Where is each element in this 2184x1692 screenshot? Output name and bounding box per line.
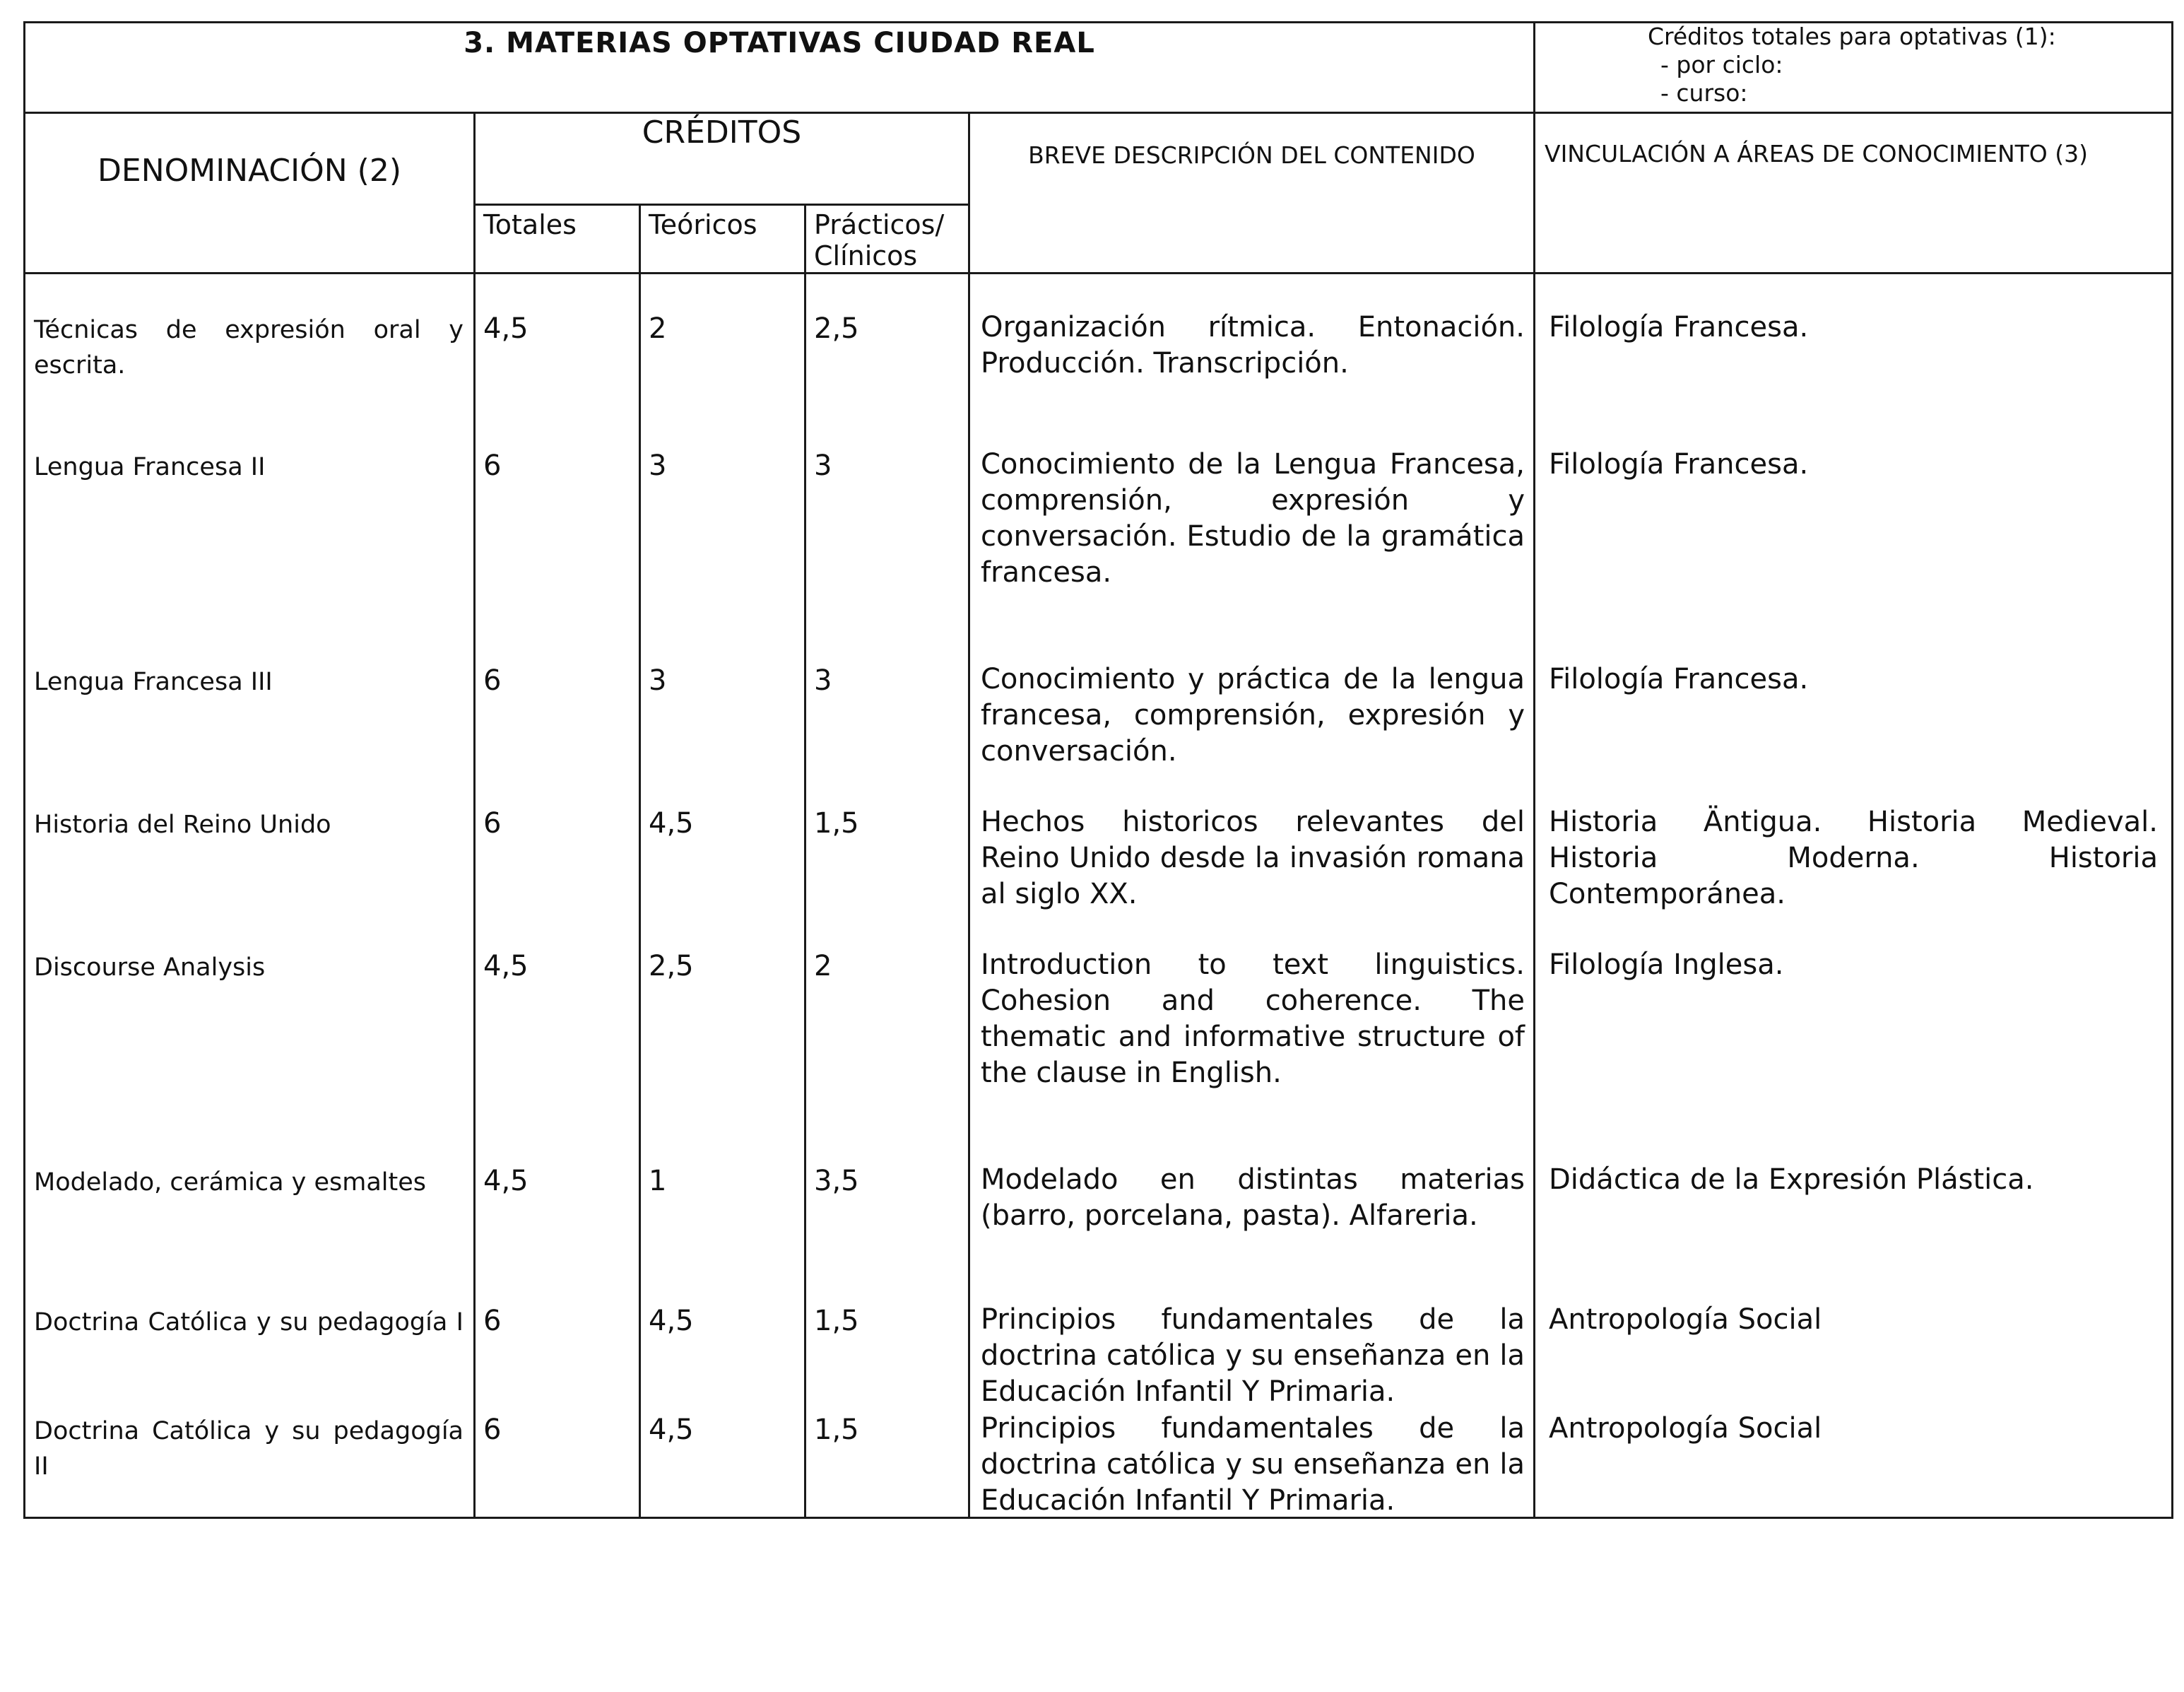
cell-practicos: 1,5 — [814, 1305, 859, 1337]
cell-totales: 4,5 — [483, 312, 529, 345]
cell-totales: 6 — [483, 1305, 502, 1337]
rule — [23, 272, 2173, 274]
cell-descripcion: Conocimiento de la Lengua Francesa, comprensión, expresión y conversación. Estudio de la gramática francesa. — [981, 448, 1525, 589]
cell-totales: 6 — [483, 664, 502, 697]
cell-descripcion: Principios fundamentales de la doctrina católica y su enseñanza en la Educación Infantil Y Primaria. — [981, 1412, 1525, 1517]
cell-practicos: 1,5 — [814, 807, 859, 840]
cell-descripcion: Conocimiento y práctica de la lengua francesa, comprensión, expresión y conversación. — [981, 663, 1525, 768]
cell-vinculacion: Filología Inglesa. — [1549, 948, 1784, 981]
credits-por-ciclo: - por ciclo: — [1660, 51, 1783, 78]
cell-vinculacion: Antropología Social — [1549, 1412, 1822, 1445]
cell-denominacion: Lengua Francesa II — [34, 453, 266, 481]
cell-descripcion: Modelado en distintas materias (barro, porcelana, pasta). Alfareria. — [981, 1163, 1525, 1232]
rule — [804, 204, 806, 1519]
cell-totales: 4,5 — [483, 950, 529, 982]
cell-totales: 6 — [483, 807, 502, 840]
cell-practicos: 1,5 — [814, 1414, 859, 1446]
cell-teoricos: 4,5 — [649, 1414, 694, 1446]
header-totales: Totales — [483, 209, 577, 240]
rule — [473, 112, 476, 1519]
cell-denominacion: Historia del Reino Unido — [34, 811, 331, 839]
header-teoricos: Teóricos — [649, 209, 757, 240]
cell-totales: 6 — [483, 450, 502, 482]
cell-practicos: 3 — [814, 664, 832, 697]
cell-denominacion: Lengua Francesa III — [34, 668, 273, 696]
rule — [968, 112, 970, 1519]
cell-teoricos: 3 — [649, 450, 667, 482]
header-creditos: CRÉDITOS — [642, 114, 802, 151]
rule — [2171, 21, 2173, 1519]
cell-denominacion: Doctrina Católica y su pedagogía I — [34, 1308, 464, 1336]
cell-practicos: 2 — [814, 950, 832, 982]
cell-totales: 6 — [483, 1414, 502, 1446]
cell-vinculacion: Filología Francesa. — [1549, 448, 1809, 481]
cell-denominacion: Técnicas de expresión oral y escrita. — [34, 316, 464, 380]
cell-teoricos: 4,5 — [649, 807, 694, 840]
rule — [475, 204, 970, 206]
rule — [23, 21, 25, 1519]
header-descripcion: BREVE DESCRIPCIÓN DEL CONTENIDO — [1028, 141, 1475, 169]
cell-descripcion: Principios fundamentales de la doctrina católica y su enseñanza en la Educación Infantil Y Primaria. — [981, 1303, 1525, 1408]
rule — [1533, 21, 1535, 1519]
page-title: 3. MATERIAS OPTATIVAS CIUDAD REAL — [464, 27, 1095, 59]
cell-denominacion: Doctrina Católica y su pedagogía II — [34, 1417, 464, 1481]
cell-vinculacion: Filología Francesa. — [1549, 663, 1809, 695]
cell-practicos: 2,5 — [814, 312, 859, 345]
cell-denominacion: Discourse Analysis — [34, 953, 266, 982]
cell-denominacion: Modelado, cerámica y esmaltes — [34, 1168, 427, 1197]
cell-teoricos: 4,5 — [649, 1305, 694, 1337]
cell-teoricos: 1 — [649, 1165, 667, 1197]
cell-vinculacion: Filología Francesa. — [1549, 311, 1809, 343]
header-denominacion: DENOMINACIÓN (2) — [98, 153, 401, 189]
rule — [639, 204, 641, 1519]
cell-descripcion: Organización rítmica. Entonación. Producción. Transcripción. — [981, 311, 1525, 380]
cell-descripcion: Introduction to text linguistics. Cohesion and coherence. The thematic and informative structure of the clause in English. — [981, 948, 1525, 1089]
cell-teoricos: 2 — [649, 312, 667, 345]
cell-teoricos: 3 — [649, 664, 667, 697]
cell-vinculacion: Didáctica de la Expresión Plástica. — [1549, 1163, 2034, 1196]
cell-teoricos: 2,5 — [649, 950, 694, 982]
credits-total-label: Créditos totales para optativas (1): — [1648, 23, 2056, 50]
cell-vinculacion: Historia Äntigua. Historia Medieval. Historia Moderna. Historia Contemporánea. — [1549, 806, 2158, 910]
credits-curso: - curso: — [1660, 79, 1748, 107]
cell-practicos: 3,5 — [814, 1165, 859, 1197]
cell-totales: 4,5 — [483, 1165, 529, 1197]
cell-vinculacion: Antropología Social — [1549, 1303, 1822, 1336]
cell-descripcion: Hechos historicos relevantes del Reino Unido desde la invasión romana al siglo XX. — [981, 806, 1525, 910]
cell-practicos: 3 — [814, 450, 832, 482]
header-vinculacion: VINCULACIÓN A ÁREAS DE CONOCIMIENTO (3) — [1545, 140, 2088, 168]
header-practicos: Prácticos/ Clínicos — [814, 209, 945, 271]
rule — [23, 112, 2173, 114]
